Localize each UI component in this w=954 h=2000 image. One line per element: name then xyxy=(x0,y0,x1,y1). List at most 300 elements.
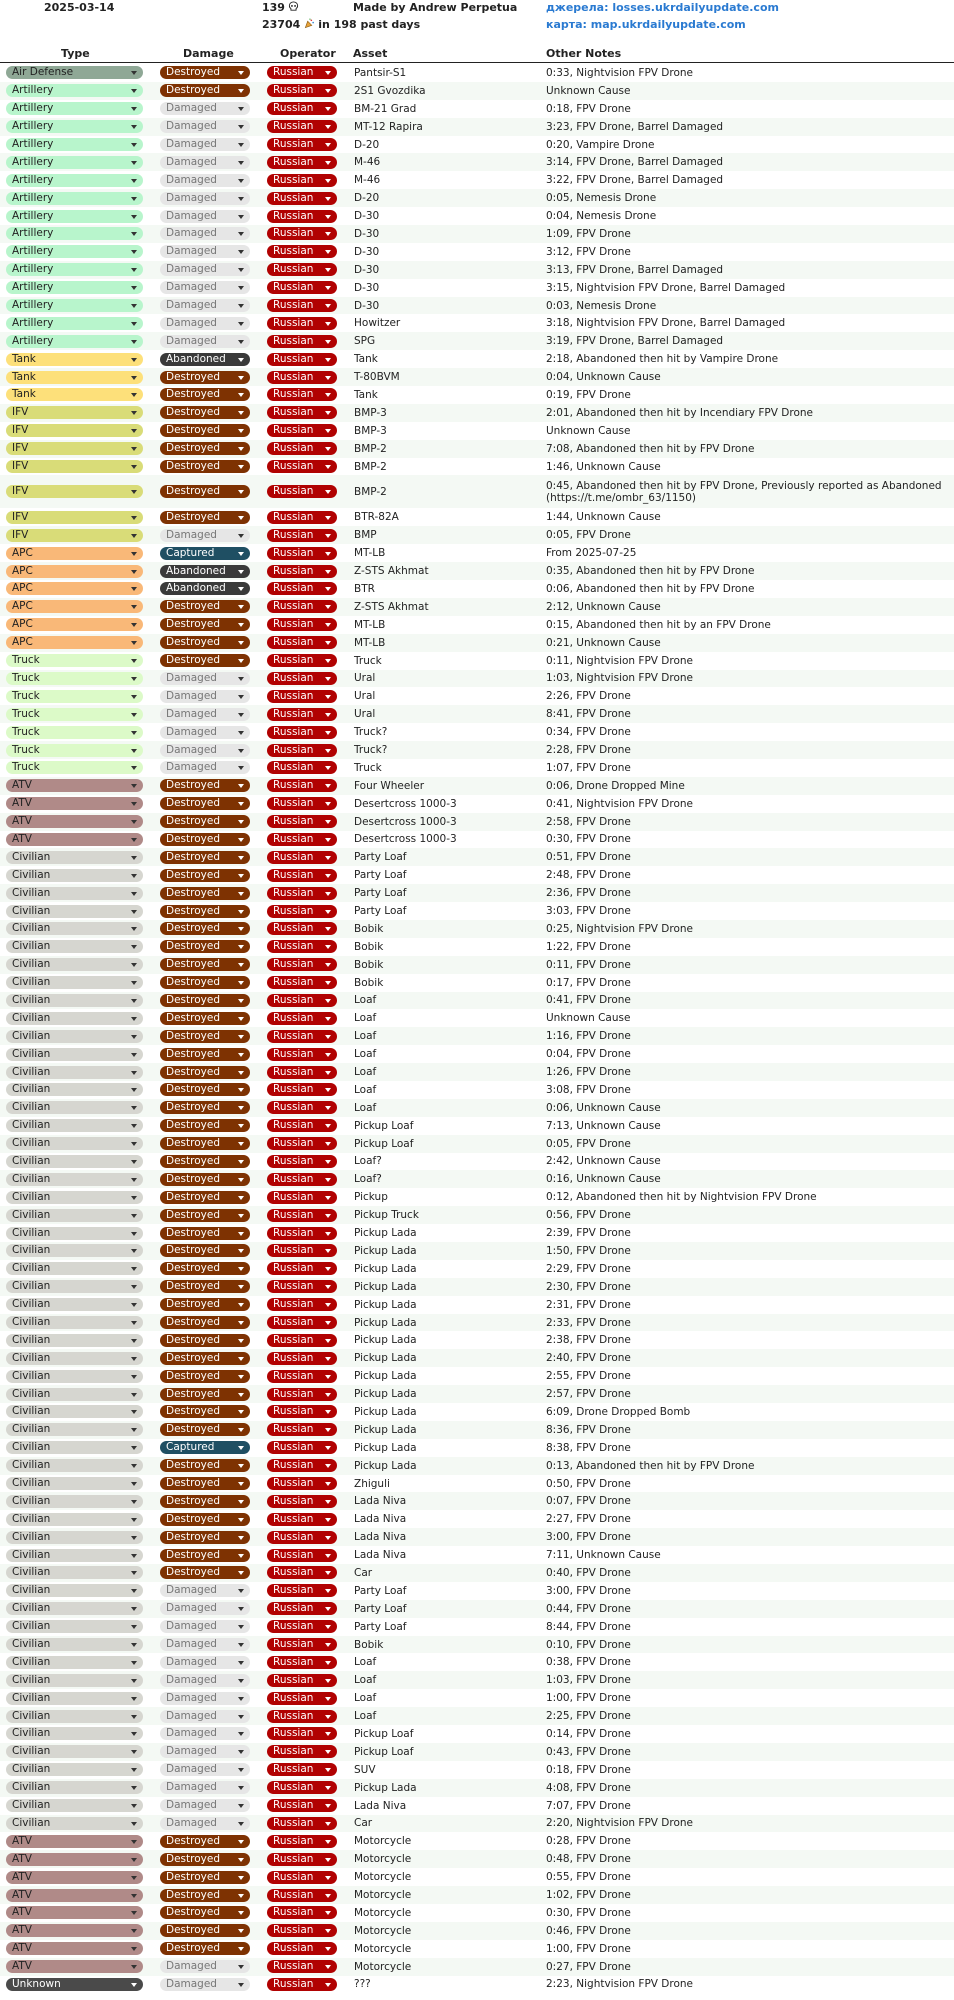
damage-dropdown[interactable] xyxy=(160,1513,250,1526)
type-dropdown[interactable] xyxy=(6,120,143,133)
operator-dropdown[interactable] xyxy=(267,690,337,703)
type-dropdown[interactable] xyxy=(6,66,143,79)
operator-dropdown[interactable] xyxy=(267,174,337,187)
type-dropdown[interactable] xyxy=(6,994,143,1007)
operator-dropdown[interactable] xyxy=(267,1566,337,1579)
damage-dropdown[interactable] xyxy=(160,922,250,935)
type-dropdown[interactable] xyxy=(6,1280,143,1293)
damage-dropdown[interactable] xyxy=(160,371,250,384)
damage-dropdown[interactable] xyxy=(160,1692,250,1705)
damage-dropdown[interactable] xyxy=(160,1584,250,1597)
operator-dropdown[interactable] xyxy=(267,1423,337,1436)
operator-dropdown[interactable] xyxy=(267,958,337,971)
operator-dropdown[interactable] xyxy=(267,600,337,613)
damage-dropdown[interactable] xyxy=(160,708,250,721)
operator-dropdown[interactable] xyxy=(267,1137,337,1150)
operator-dropdown[interactable] xyxy=(267,1048,337,1061)
damage-dropdown[interactable] xyxy=(160,726,250,739)
operator-dropdown[interactable] xyxy=(267,1763,337,1776)
operator-dropdown[interactable] xyxy=(267,922,337,935)
type-dropdown[interactable] xyxy=(6,1799,143,1812)
type-dropdown[interactable] xyxy=(6,1119,143,1132)
operator-dropdown[interactable] xyxy=(267,353,337,366)
damage-dropdown[interactable] xyxy=(160,317,250,330)
operator-dropdown[interactable] xyxy=(267,84,337,97)
operator-dropdown[interactable] xyxy=(267,388,337,401)
damage-dropdown[interactable] xyxy=(160,1566,250,1579)
operator-dropdown[interactable] xyxy=(267,1191,337,1204)
operator-dropdown[interactable] xyxy=(267,371,337,384)
operator-dropdown[interactable] xyxy=(267,1853,337,1866)
type-dropdown[interactable] xyxy=(6,227,143,240)
damage-dropdown[interactable] xyxy=(160,156,250,169)
operator-dropdown[interactable] xyxy=(267,460,337,473)
type-dropdown[interactable] xyxy=(6,353,143,366)
type-dropdown[interactable] xyxy=(6,1334,143,1347)
damage-dropdown[interactable] xyxy=(160,210,250,223)
damage-dropdown[interactable] xyxy=(160,1298,250,1311)
type-dropdown[interactable] xyxy=(6,138,143,151)
damage-dropdown[interactable] xyxy=(160,887,250,900)
type-dropdown[interactable] xyxy=(6,485,143,498)
type-dropdown[interactable] xyxy=(6,529,143,542)
damage-dropdown[interactable] xyxy=(160,1924,250,1937)
damage-dropdown[interactable] xyxy=(160,1477,250,1490)
type-dropdown[interactable] xyxy=(6,174,143,187)
damage-dropdown[interactable] xyxy=(160,1745,250,1758)
damage-dropdown[interactable] xyxy=(160,1316,250,1329)
operator-dropdown[interactable] xyxy=(267,1710,337,1723)
damage-dropdown[interactable] xyxy=(160,905,250,918)
damage-dropdown[interactable] xyxy=(160,227,250,240)
type-dropdown[interactable] xyxy=(6,600,143,613)
type-dropdown[interactable] xyxy=(6,869,143,882)
type-dropdown[interactable] xyxy=(6,1549,143,1562)
damage-dropdown[interactable] xyxy=(160,582,250,595)
type-dropdown[interactable] xyxy=(6,940,143,953)
damage-dropdown[interactable] xyxy=(160,869,250,882)
operator-dropdown[interactable] xyxy=(267,1620,337,1633)
damage-dropdown[interactable] xyxy=(160,1638,250,1651)
operator-dropdown[interactable] xyxy=(267,994,337,1007)
type-dropdown[interactable] xyxy=(6,815,143,828)
damage-dropdown[interactable] xyxy=(160,1155,250,1168)
operator-dropdown[interactable] xyxy=(267,1012,337,1025)
type-dropdown[interactable] xyxy=(6,744,143,757)
operator-dropdown[interactable] xyxy=(267,1656,337,1669)
operator-dropdown[interactable] xyxy=(267,120,337,133)
operator-dropdown[interactable] xyxy=(267,1638,337,1651)
type-dropdown[interactable] xyxy=(6,1423,143,1436)
type-dropdown[interactable] xyxy=(6,1244,143,1257)
damage-dropdown[interactable] xyxy=(160,1710,250,1723)
type-dropdown[interactable] xyxy=(6,1763,143,1776)
damage-dropdown[interactable] xyxy=(160,406,250,419)
damage-dropdown[interactable] xyxy=(160,690,250,703)
operator-dropdown[interactable] xyxy=(267,529,337,542)
type-dropdown[interactable] xyxy=(6,1030,143,1043)
operator-dropdown[interactable] xyxy=(267,797,337,810)
type-dropdown[interactable] xyxy=(6,156,143,169)
type-dropdown[interactable] xyxy=(6,654,143,667)
type-dropdown[interactable] xyxy=(6,263,143,276)
damage-dropdown[interactable] xyxy=(160,1048,250,1061)
type-dropdown[interactable] xyxy=(6,299,143,312)
damage-dropdown[interactable] xyxy=(160,797,250,810)
damage-dropdown[interactable] xyxy=(160,174,250,187)
type-dropdown[interactable] xyxy=(6,851,143,864)
damage-dropdown[interactable] xyxy=(160,263,250,276)
operator-dropdown[interactable] xyxy=(267,833,337,846)
sources-link[interactable]: джерела: losses.ukrdailyupdate.com xyxy=(546,1,779,14)
operator-dropdown[interactable] xyxy=(267,672,337,685)
damage-dropdown[interactable] xyxy=(160,958,250,971)
type-dropdown[interactable] xyxy=(6,636,143,649)
operator-dropdown[interactable] xyxy=(267,138,337,151)
operator-dropdown[interactable] xyxy=(267,744,337,757)
operator-dropdown[interactable] xyxy=(267,1370,337,1383)
operator-dropdown[interactable] xyxy=(267,815,337,828)
operator-dropdown[interactable] xyxy=(267,1906,337,1919)
type-dropdown[interactable] xyxy=(6,1370,143,1383)
type-dropdown[interactable] xyxy=(6,708,143,721)
damage-dropdown[interactable] xyxy=(160,1083,250,1096)
type-dropdown[interactable] xyxy=(6,1638,143,1651)
damage-dropdown[interactable] xyxy=(160,1066,250,1079)
damage-dropdown[interactable] xyxy=(160,1173,250,1186)
type-dropdown[interactable] xyxy=(6,1012,143,1025)
damage-dropdown[interactable] xyxy=(160,1191,250,1204)
type-dropdown[interactable] xyxy=(6,1262,143,1275)
operator-dropdown[interactable] xyxy=(267,335,337,348)
damage-dropdown[interactable] xyxy=(160,1280,250,1293)
type-dropdown[interactable] xyxy=(6,1227,143,1240)
operator-dropdown[interactable] xyxy=(267,1173,337,1186)
damage-dropdown[interactable] xyxy=(160,1620,250,1633)
type-dropdown[interactable] xyxy=(6,1692,143,1705)
operator-dropdown[interactable] xyxy=(267,1835,337,1848)
operator-dropdown[interactable] xyxy=(267,1352,337,1365)
type-dropdown[interactable] xyxy=(6,976,143,989)
operator-dropdown[interactable] xyxy=(267,547,337,560)
operator-dropdown[interactable] xyxy=(267,511,337,524)
operator-dropdown[interactable] xyxy=(267,1155,337,1168)
type-dropdown[interactable] xyxy=(6,1155,143,1168)
type-dropdown[interactable] xyxy=(6,460,143,473)
damage-dropdown[interactable] xyxy=(160,636,250,649)
operator-dropdown[interactable] xyxy=(267,1674,337,1687)
operator-dropdown[interactable] xyxy=(267,905,337,918)
damage-dropdown[interactable] xyxy=(160,1871,250,1884)
operator-dropdown[interactable] xyxy=(267,317,337,330)
type-dropdown[interactable] xyxy=(6,565,143,578)
damage-dropdown[interactable] xyxy=(160,600,250,613)
type-dropdown[interactable] xyxy=(6,833,143,846)
damage-dropdown[interactable] xyxy=(160,1835,250,1848)
type-dropdown[interactable] xyxy=(6,1602,143,1615)
type-dropdown[interactable] xyxy=(6,1298,143,1311)
operator-dropdown[interactable] xyxy=(267,1531,337,1544)
damage-dropdown[interactable] xyxy=(160,511,250,524)
damage-dropdown[interactable] xyxy=(160,744,250,757)
operator-dropdown[interactable] xyxy=(267,1280,337,1293)
operator-dropdown[interactable] xyxy=(267,424,337,437)
operator-dropdown[interactable] xyxy=(267,618,337,631)
operator-dropdown[interactable] xyxy=(267,1477,337,1490)
operator-dropdown[interactable] xyxy=(267,102,337,115)
type-dropdown[interactable] xyxy=(6,726,143,739)
operator-dropdown[interactable] xyxy=(267,851,337,864)
operator-dropdown[interactable] xyxy=(267,227,337,240)
damage-dropdown[interactable] xyxy=(160,66,250,79)
damage-dropdown[interactable] xyxy=(160,1352,250,1365)
damage-dropdown[interactable] xyxy=(160,940,250,953)
damage-dropdown[interactable] xyxy=(160,138,250,151)
type-dropdown[interactable] xyxy=(6,1656,143,1669)
type-dropdown[interactable] xyxy=(6,1620,143,1633)
type-dropdown[interactable] xyxy=(6,1566,143,1579)
operator-dropdown[interactable] xyxy=(267,1889,337,1902)
type-dropdown[interactable] xyxy=(6,618,143,631)
operator-dropdown[interactable] xyxy=(267,1584,337,1597)
damage-dropdown[interactable] xyxy=(160,833,250,846)
damage-dropdown[interactable] xyxy=(160,1495,250,1508)
type-dropdown[interactable] xyxy=(6,388,143,401)
damage-dropdown[interactable] xyxy=(160,1459,250,1472)
operator-dropdown[interactable] xyxy=(267,1978,337,1991)
damage-dropdown[interactable] xyxy=(160,1244,250,1257)
type-dropdown[interactable] xyxy=(6,511,143,524)
operator-dropdown[interactable] xyxy=(267,1227,337,1240)
damage-dropdown[interactable] xyxy=(160,1853,250,1866)
column-header-notes[interactable]: Other Notes xyxy=(546,47,622,60)
damage-dropdown[interactable] xyxy=(160,761,250,774)
type-dropdown[interactable] xyxy=(6,1441,143,1454)
type-dropdown[interactable] xyxy=(6,958,143,971)
type-dropdown[interactable] xyxy=(6,1191,143,1204)
damage-dropdown[interactable] xyxy=(160,529,250,542)
type-dropdown[interactable] xyxy=(6,317,143,330)
damage-dropdown[interactable] xyxy=(160,1012,250,1025)
operator-dropdown[interactable] xyxy=(267,1692,337,1705)
type-dropdown[interactable] xyxy=(6,1495,143,1508)
operator-dropdown[interactable] xyxy=(267,156,337,169)
operator-dropdown[interactable] xyxy=(267,565,337,578)
operator-dropdown[interactable] xyxy=(267,299,337,312)
operator-dropdown[interactable] xyxy=(267,281,337,294)
operator-dropdown[interactable] xyxy=(267,1745,337,1758)
type-dropdown[interactable] xyxy=(6,245,143,258)
damage-dropdown[interactable] xyxy=(160,281,250,294)
type-dropdown[interactable] xyxy=(6,690,143,703)
operator-dropdown[interactable] xyxy=(267,887,337,900)
damage-dropdown[interactable] xyxy=(160,1209,250,1222)
operator-dropdown[interactable] xyxy=(267,1030,337,1043)
damage-dropdown[interactable] xyxy=(160,1405,250,1418)
damage-dropdown[interactable] xyxy=(160,1978,250,1991)
damage-dropdown[interactable] xyxy=(160,1262,250,1275)
type-dropdown[interactable] xyxy=(6,1871,143,1884)
type-dropdown[interactable] xyxy=(6,1477,143,1490)
type-dropdown[interactable] xyxy=(6,281,143,294)
damage-dropdown[interactable] xyxy=(160,460,250,473)
damage-dropdown[interactable] xyxy=(160,1817,250,1830)
type-dropdown[interactable] xyxy=(6,1066,143,1079)
type-dropdown[interactable] xyxy=(6,1137,143,1150)
map-link[interactable]: карта: map.ukrdailyupdate.com xyxy=(546,18,746,31)
damage-dropdown[interactable] xyxy=(160,120,250,133)
column-header-damage[interactable]: Damage xyxy=(183,47,234,60)
operator-dropdown[interactable] xyxy=(267,1101,337,1114)
type-dropdown[interactable] xyxy=(6,1101,143,1114)
operator-dropdown[interactable] xyxy=(267,1209,337,1222)
damage-dropdown[interactable] xyxy=(160,1334,250,1347)
operator-dropdown[interactable] xyxy=(267,1083,337,1096)
damage-dropdown[interactable] xyxy=(160,192,250,205)
operator-dropdown[interactable] xyxy=(267,1817,337,1830)
type-dropdown[interactable] xyxy=(6,547,143,560)
type-dropdown[interactable] xyxy=(6,1316,143,1329)
damage-dropdown[interactable] xyxy=(160,1674,250,1687)
type-dropdown[interactable] xyxy=(6,582,143,595)
operator-dropdown[interactable] xyxy=(267,726,337,739)
type-dropdown[interactable] xyxy=(6,371,143,384)
damage-dropdown[interactable] xyxy=(160,1227,250,1240)
operator-dropdown[interactable] xyxy=(267,654,337,667)
type-dropdown[interactable] xyxy=(6,1048,143,1061)
type-dropdown[interactable] xyxy=(6,672,143,685)
type-dropdown[interactable] xyxy=(6,1710,143,1723)
type-dropdown[interactable] xyxy=(6,1727,143,1740)
damage-dropdown[interactable] xyxy=(160,102,250,115)
damage-dropdown[interactable] xyxy=(160,485,250,498)
type-dropdown[interactable] xyxy=(6,1889,143,1902)
damage-dropdown[interactable] xyxy=(160,1960,250,1973)
damage-dropdown[interactable] xyxy=(160,335,250,348)
type-dropdown[interactable] xyxy=(6,1942,143,1955)
type-dropdown[interactable] xyxy=(6,102,143,115)
damage-dropdown[interactable] xyxy=(160,353,250,366)
type-dropdown[interactable] xyxy=(6,1674,143,1687)
type-dropdown[interactable] xyxy=(6,779,143,792)
type-dropdown[interactable] xyxy=(6,210,143,223)
type-dropdown[interactable] xyxy=(6,1352,143,1365)
damage-dropdown[interactable] xyxy=(160,1602,250,1615)
operator-dropdown[interactable] xyxy=(267,1119,337,1132)
damage-dropdown[interactable] xyxy=(160,245,250,258)
operator-dropdown[interactable] xyxy=(267,1388,337,1401)
type-dropdown[interactable] xyxy=(6,922,143,935)
damage-dropdown[interactable] xyxy=(160,1763,250,1776)
damage-dropdown[interactable] xyxy=(160,388,250,401)
damage-dropdown[interactable] xyxy=(160,654,250,667)
type-dropdown[interactable] xyxy=(6,424,143,437)
damage-dropdown[interactable] xyxy=(160,851,250,864)
type-dropdown[interactable] xyxy=(6,1817,143,1830)
type-dropdown[interactable] xyxy=(6,1388,143,1401)
type-dropdown[interactable] xyxy=(6,1209,143,1222)
type-dropdown[interactable] xyxy=(6,1745,143,1758)
type-dropdown[interactable] xyxy=(6,1531,143,1544)
damage-dropdown[interactable] xyxy=(160,1799,250,1812)
type-dropdown[interactable] xyxy=(6,442,143,455)
type-dropdown[interactable] xyxy=(6,406,143,419)
operator-dropdown[interactable] xyxy=(267,1727,337,1740)
column-header-operator[interactable]: Operator xyxy=(280,47,336,60)
operator-dropdown[interactable] xyxy=(267,869,337,882)
operator-dropdown[interactable] xyxy=(267,210,337,223)
damage-dropdown[interactable] xyxy=(160,976,250,989)
damage-dropdown[interactable] xyxy=(160,1889,250,1902)
operator-dropdown[interactable] xyxy=(267,1513,337,1526)
damage-dropdown[interactable] xyxy=(160,1531,250,1544)
type-dropdown[interactable] xyxy=(6,335,143,348)
damage-dropdown[interactable] xyxy=(160,779,250,792)
operator-dropdown[interactable] xyxy=(267,1602,337,1615)
damage-dropdown[interactable] xyxy=(160,815,250,828)
damage-dropdown[interactable] xyxy=(160,1101,250,1114)
type-dropdown[interactable] xyxy=(6,1960,143,1973)
operator-dropdown[interactable] xyxy=(267,66,337,79)
operator-dropdown[interactable] xyxy=(267,485,337,498)
type-dropdown[interactable] xyxy=(6,1853,143,1866)
operator-dropdown[interactable] xyxy=(267,708,337,721)
type-dropdown[interactable] xyxy=(6,84,143,97)
type-dropdown[interactable] xyxy=(6,761,143,774)
type-dropdown[interactable] xyxy=(6,1584,143,1597)
operator-dropdown[interactable] xyxy=(267,1334,337,1347)
operator-dropdown[interactable] xyxy=(267,761,337,774)
operator-dropdown[interactable] xyxy=(267,1244,337,1257)
operator-dropdown[interactable] xyxy=(267,1549,337,1562)
damage-dropdown[interactable] xyxy=(160,672,250,685)
operator-dropdown[interactable] xyxy=(267,1495,337,1508)
type-dropdown[interactable] xyxy=(6,1405,143,1418)
operator-dropdown[interactable] xyxy=(267,976,337,989)
damage-dropdown[interactable] xyxy=(160,618,250,631)
operator-dropdown[interactable] xyxy=(267,1316,337,1329)
operator-dropdown[interactable] xyxy=(267,1942,337,1955)
type-dropdown[interactable] xyxy=(6,1835,143,1848)
operator-dropdown[interactable] xyxy=(267,1781,337,1794)
damage-dropdown[interactable] xyxy=(160,1030,250,1043)
damage-dropdown[interactable] xyxy=(160,424,250,437)
type-dropdown[interactable] xyxy=(6,1978,143,1991)
type-dropdown[interactable] xyxy=(6,192,143,205)
operator-dropdown[interactable] xyxy=(267,1924,337,1937)
operator-dropdown[interactable] xyxy=(267,1405,337,1418)
operator-dropdown[interactable] xyxy=(267,1799,337,1812)
type-dropdown[interactable] xyxy=(6,1781,143,1794)
damage-dropdown[interactable] xyxy=(160,547,250,560)
operator-dropdown[interactable] xyxy=(267,582,337,595)
operator-dropdown[interactable] xyxy=(267,406,337,419)
operator-dropdown[interactable] xyxy=(267,1298,337,1311)
operator-dropdown[interactable] xyxy=(267,1262,337,1275)
damage-dropdown[interactable] xyxy=(160,565,250,578)
type-dropdown[interactable] xyxy=(6,887,143,900)
damage-dropdown[interactable] xyxy=(160,1388,250,1401)
column-header-type[interactable]: Type xyxy=(61,47,90,60)
type-dropdown[interactable] xyxy=(6,797,143,810)
damage-dropdown[interactable] xyxy=(160,1906,250,1919)
type-dropdown[interactable] xyxy=(6,1513,143,1526)
operator-dropdown[interactable] xyxy=(267,442,337,455)
type-dropdown[interactable] xyxy=(6,1906,143,1919)
operator-dropdown[interactable] xyxy=(267,940,337,953)
damage-dropdown[interactable] xyxy=(160,1942,250,1955)
type-dropdown[interactable] xyxy=(6,1924,143,1937)
